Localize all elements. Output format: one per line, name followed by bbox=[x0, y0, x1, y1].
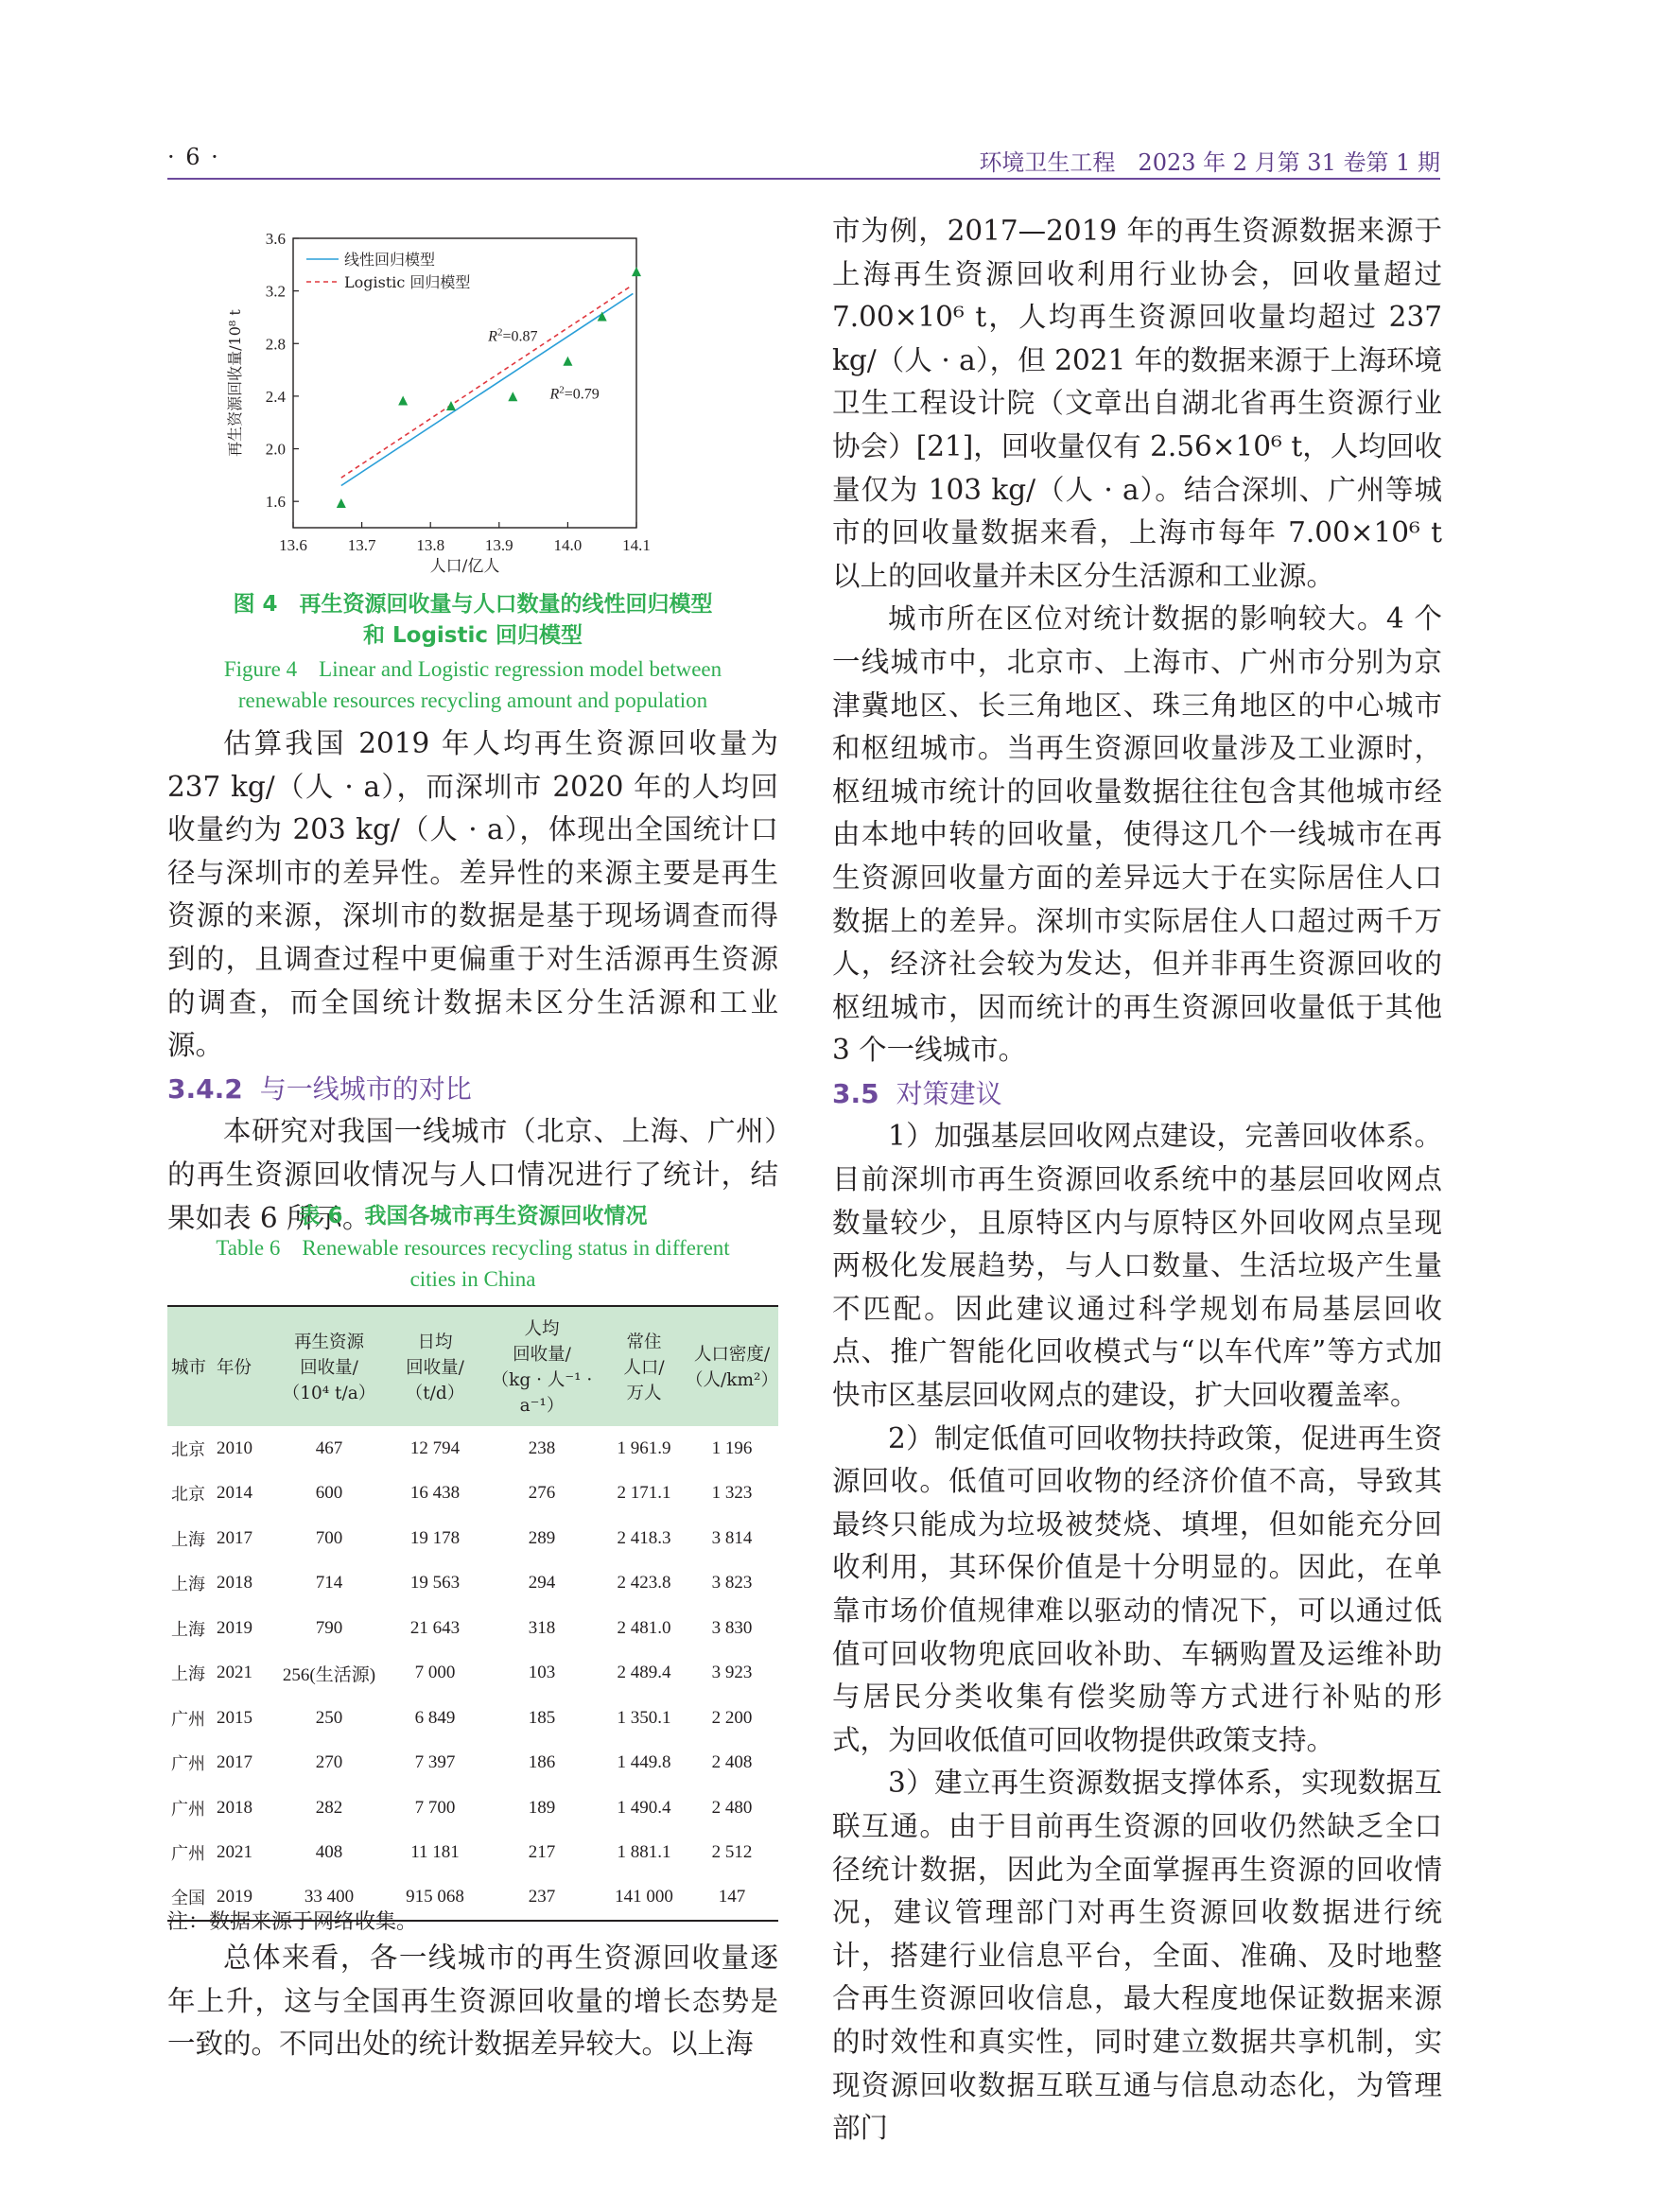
table-row bbox=[167, 1785, 778, 1831]
cell-pop: 2 423.8 bbox=[617, 1573, 671, 1594]
table-row bbox=[167, 1426, 778, 1472]
cell-year: 2019 bbox=[217, 1617, 252, 1638]
data-point bbox=[632, 267, 641, 276]
recycling-table bbox=[167, 1305, 778, 1922]
paragraph-first-tier-intro: 本研究对我国一线城市（北京、上海、广州）的再生资源回收情况与人口情况进行了统计，结果如表 6 所示。 bbox=[167, 1115, 778, 1234]
x-tick-label: 13.8 bbox=[416, 536, 445, 554]
figure-caption-en-1: Figure 4 Linear and Logistic regression model between bbox=[223, 657, 722, 681]
r-squared-annotation: $R^2=0.79$ bbox=[549, 384, 600, 403]
cell-daily: 7 000 bbox=[414, 1663, 456, 1683]
cell-recycle: 33 400 bbox=[270, 1875, 389, 1921]
cell-pop: 141 000 bbox=[602, 1875, 686, 1921]
data-point bbox=[398, 395, 408, 405]
table-caption-zh: 表 6 我国各城市再生资源回收情况 bbox=[298, 1204, 648, 1228]
table-row bbox=[167, 1516, 778, 1561]
paragraph-location: 城市所在区位对统计数据的影响较大。4 个一线城市中，北京市、上海市、广州市分别为京津冀地区、长三角地区、珠三角地区的中心城市和枢纽城市。当再生资源回收量涉及工业源时，枢纽城市统计的回收量数据往往包含其他城市经由本地中转的回收量，使得这几个一线城市在再生资源回收量方面的差异远大于在实际居住人口数据上的差异。深圳市实际居住人口超过两千万人，经济社会较为发达，但并非再生资源回收的枢纽城市，因而统计的再生资源回收量低于其他 3 个一线城市。 bbox=[832, 602, 1442, 1067]
header-pop bbox=[602, 1306, 686, 1426]
table-row bbox=[167, 1561, 778, 1607]
figure-caption-en-2: renewable resources recycling amount and population bbox=[237, 688, 708, 712]
table-note: 注：数据来源于网络收集。 bbox=[167, 1910, 418, 1934]
cell-city: 上海 bbox=[171, 1664, 205, 1685]
legend-linear-label: 线性回归模型 bbox=[344, 251, 436, 269]
cell-pop: 1 961.9 bbox=[617, 1437, 671, 1458]
cell-daily: 19 563 bbox=[409, 1573, 461, 1594]
cell-percap: 185 bbox=[528, 1707, 556, 1728]
cell-recycle: 256(生活源) bbox=[282, 1664, 376, 1685]
cell-daily: 7 700 bbox=[414, 1797, 456, 1818]
cell-year: 2017 bbox=[217, 1527, 252, 1548]
paragraph-suggestion-3: 3）建立再生资源数据支撑体系，实现数据互联互通。由于目前再生资源的回收仍然缺乏全口径统计数据，因此为全面掌握再生资源的回收情况，建议管理部门对再生资源回收数据进行统计，搭建行业信息平台，全面、准确、及时地整合再生资源回收信息，最大程度地保证数据来源的时效性和真实性，同时建立数据共享机制，实现资源回收数据互联互通与信息动态化，为管理部门 bbox=[832, 1767, 1442, 2145]
x-tick-label: 14.1 bbox=[622, 536, 651, 554]
cell-density: 1 323 bbox=[711, 1483, 753, 1504]
section-number: 3.5 bbox=[832, 1077, 879, 1109]
cell-pop: 2 418.3 bbox=[617, 1527, 671, 1548]
table-row bbox=[167, 1696, 778, 1741]
header-percap-line1: 人均 bbox=[524, 1319, 560, 1339]
cell-recycle: 250 bbox=[315, 1707, 343, 1728]
header-daily-line3: （t/d） bbox=[405, 1383, 465, 1403]
cell-density: 2 200 bbox=[711, 1707, 753, 1728]
cell-daily: 16 438 bbox=[409, 1483, 461, 1504]
cell-density: 3 823 bbox=[711, 1573, 753, 1594]
header-rule bbox=[167, 178, 1440, 180]
data-point bbox=[337, 498, 346, 508]
table-caption-en-2: cities in China bbox=[409, 1267, 536, 1291]
paragraph-suggestion-1: 1）加强基层回收网点建设，完善回收体系。目前深圳市再生资源回收系统中的基层回收网点数量较少，且原特区内与原特区外回收网点呈现两极化发展趋势，与人口数量、生活垃圾产生量不匹配。因此建议通过科学规划布局基层回收点、推广智能化回收模式与“以车代库”等方式加快市区基层回收网点的建设，扩大回收覆盖率。 bbox=[832, 1120, 1442, 1412]
left-column-text bbox=[167, 723, 778, 1240]
cell-recycle: 790 bbox=[315, 1617, 343, 1638]
y-tick-label: 2.4 bbox=[265, 387, 286, 406]
cell-percap: 289 bbox=[528, 1527, 556, 1548]
cell-pop: 2 489.4 bbox=[617, 1663, 671, 1683]
cell-city: 上海 bbox=[171, 1619, 205, 1640]
data-point bbox=[563, 357, 572, 366]
cell-city: 广州 bbox=[171, 1709, 205, 1730]
cell-percap: 237 bbox=[481, 1875, 602, 1921]
paragraph-shanghai: 市为例，2017—2019 年的再生资源数据来源于上海再生资源回收利用行业协会，回收量超过 7.00×10⁶ t，人均再生资源回收量均超过 237 kg/（人 · a），但 2021 年的数据来源于上海环境卫生工程设计院（文章出自湖北省再生资源行业协会）[21]，回收量仅有 2.56×10⁶ t，人均回收量仅为 103 kg/（人 · a）。结合深圳、广州等城市的回收量数据来看，上海市每年 7.00×10⁶ t 以上的回收量并未区分生活源和工业源。 bbox=[832, 215, 1442, 592]
cell-city: 全国 bbox=[167, 1875, 217, 1921]
cell-percap: 103 bbox=[528, 1663, 556, 1683]
cell-recycle: 700 bbox=[315, 1527, 343, 1548]
cell-daily: 19 178 bbox=[409, 1527, 461, 1548]
cell-city: 北京 bbox=[171, 1485, 205, 1506]
cell-year: 2018 bbox=[217, 1573, 252, 1594]
table-caption-en-1: Table 6 Renewable resources recycling status in different bbox=[216, 1236, 730, 1260]
cell-recycle: 270 bbox=[315, 1752, 343, 1773]
cell-pop: 1 449.8 bbox=[617, 1752, 671, 1773]
cell-recycle: 714 bbox=[315, 1573, 343, 1594]
table-row bbox=[167, 1831, 778, 1876]
cell-pop: 2 481.0 bbox=[617, 1617, 671, 1638]
header-city: 城市 bbox=[171, 1357, 207, 1378]
page-number: · 6 · bbox=[167, 144, 220, 170]
y-axis-label: 再生资源回收量/10⁸ t bbox=[226, 309, 244, 457]
regression-chart bbox=[167, 210, 773, 588]
header-density bbox=[686, 1306, 778, 1426]
cell-city: 广州 bbox=[171, 1799, 205, 1820]
cell-density: 2 512 bbox=[711, 1842, 753, 1863]
header-percap-line2: 回收量/ bbox=[513, 1345, 571, 1365]
cell-pop: 1 881.1 bbox=[617, 1842, 671, 1863]
cell-daily: 11 181 bbox=[410, 1842, 460, 1863]
r-squared-annotation: $R^2=0.87$ bbox=[488, 326, 538, 345]
journal-info: 环境卫生工程 2023 年 2 月第 31 卷第 1 期 bbox=[979, 149, 1440, 176]
cell-city: 广州 bbox=[171, 1754, 205, 1775]
cell-density: 2 480 bbox=[711, 1797, 753, 1818]
section-3-4-2-heading bbox=[167, 1068, 778, 1111]
data-point bbox=[508, 392, 517, 401]
cell-recycle: 282 bbox=[315, 1797, 343, 1818]
header-recycle-line2: 回收量/ bbox=[300, 1357, 358, 1378]
cell-percap: 217 bbox=[528, 1842, 556, 1863]
cell-pop: 2 171.1 bbox=[617, 1483, 671, 1504]
x-tick-label: 13.7 bbox=[347, 536, 376, 554]
paragraph-per-capita: 估算我国 2019 年人均再生资源回收量为 237 kg/（人 · a），而深圳市 2020 年的人均回收量约为 203 kg/（人 · a），体现出全国统计口径与深圳市的差异性。差异性的来源主要是再生资源的来源，深圳市的数据是基于现场调查而得到的，且调查过程中更偏重于对生活源再生资源的调查，而全国统计数据未区分生活源和工业源。 bbox=[167, 727, 778, 1062]
table-row bbox=[167, 1741, 778, 1786]
cell-density: 3 814 bbox=[711, 1527, 753, 1548]
cell-year: 2018 bbox=[217, 1797, 252, 1818]
paragraph-overall: 总体来看，各一线城市的再生资源回收量逐年上升，这与全国再生资源回收量的增长态势是一致的。不同出处的统计数据差异较大。以上海 bbox=[167, 1942, 778, 2061]
header-recycle-line3: （10⁴ t/a） bbox=[282, 1383, 376, 1403]
section-title: 对策建议 bbox=[896, 1077, 1002, 1109]
cell-city: 北京 bbox=[171, 1439, 205, 1460]
header-pop-line1: 常住 bbox=[626, 1332, 662, 1352]
cell-year: 2015 bbox=[217, 1707, 252, 1728]
cell-percap: 189 bbox=[528, 1797, 556, 1818]
cell-recycle: 408 bbox=[315, 1842, 343, 1863]
section-3-5-heading bbox=[832, 1072, 1442, 1116]
y-tick-label: 3.2 bbox=[265, 282, 286, 301]
cell-year: 2017 bbox=[217, 1752, 252, 1773]
x-tick-label: 14.0 bbox=[553, 536, 583, 554]
cell-percap: 238 bbox=[528, 1437, 556, 1458]
cell-year: 2021 bbox=[217, 1663, 252, 1683]
cell-density: 1 196 bbox=[711, 1437, 753, 1458]
cell-city: 上海 bbox=[171, 1575, 205, 1595]
left-column-bottom bbox=[167, 1937, 778, 2066]
cell-daily: 6 849 bbox=[414, 1707, 456, 1728]
cell-pop: 1 490.4 bbox=[617, 1797, 671, 1818]
y-tick-label: 1.6 bbox=[265, 493, 286, 512]
figure-caption-zh-2: 和 Logistic 回归模型 bbox=[362, 623, 583, 648]
plot-area bbox=[226, 230, 651, 576]
cell-daily: 21 643 bbox=[409, 1617, 461, 1638]
header-density-line2: （人/km²） bbox=[686, 1370, 778, 1390]
cell-recycle: 467 bbox=[315, 1437, 343, 1458]
right-column-text bbox=[832, 210, 1442, 2151]
cell-year: 2014 bbox=[217, 1483, 252, 1504]
header-pop-line3: 万人 bbox=[626, 1383, 662, 1403]
page-header bbox=[167, 144, 1440, 180]
header-pop-line2: 人口/ bbox=[623, 1357, 665, 1378]
cell-density: 3 830 bbox=[711, 1617, 753, 1638]
cell-recycle: 600 bbox=[315, 1483, 343, 1504]
logistic-regression-line bbox=[341, 287, 630, 478]
y-tick-label: 2.8 bbox=[265, 335, 286, 354]
header-percap-line3: （kg · 人⁻¹ · a⁻¹） bbox=[491, 1370, 593, 1416]
y-tick-label: 2.0 bbox=[265, 440, 286, 459]
cell-city: 上海 bbox=[171, 1529, 205, 1550]
header-recycle bbox=[270, 1306, 389, 1426]
figure-caption bbox=[167, 589, 778, 716]
header-daily-line2: 回收量/ bbox=[406, 1357, 464, 1378]
section-number: 3.4.2 bbox=[167, 1072, 243, 1105]
cell-year: 2019 bbox=[217, 1875, 270, 1921]
cell-density: 2 408 bbox=[711, 1752, 753, 1773]
cell-daily: 7 397 bbox=[414, 1752, 456, 1773]
table-caption bbox=[167, 1201, 778, 1295]
table-header-row bbox=[167, 1306, 778, 1426]
cell-city: 广州 bbox=[171, 1844, 205, 1865]
cell-percap: 186 bbox=[528, 1752, 556, 1773]
cell-year: 2010 bbox=[217, 1437, 252, 1458]
x-tick-label: 13.6 bbox=[279, 536, 307, 554]
table-row bbox=[167, 1472, 778, 1517]
x-axis-label: 人口/亿人 bbox=[429, 557, 500, 576]
figure-caption-zh-1: 图 4 再生资源回收量与人口数量的线性回归模型 bbox=[233, 592, 713, 617]
x-tick-label: 13.9 bbox=[484, 536, 513, 554]
header-year: 年份 bbox=[217, 1357, 252, 1378]
table-body bbox=[167, 1426, 778, 1921]
cell-year: 2021 bbox=[217, 1842, 252, 1863]
cell-daily: 12 794 bbox=[409, 1437, 461, 1458]
header-daily bbox=[389, 1306, 481, 1426]
cell-daily: 915 068 bbox=[389, 1875, 481, 1921]
cell-percap: 318 bbox=[528, 1617, 556, 1638]
cell-density: 147 bbox=[686, 1875, 778, 1921]
data-point bbox=[446, 401, 456, 410]
y-tick-label: 3.6 bbox=[265, 230, 286, 248]
table-row bbox=[167, 1606, 778, 1651]
cell-density: 3 923 bbox=[711, 1663, 753, 1683]
header-percap bbox=[481, 1306, 602, 1426]
table-row bbox=[167, 1651, 778, 1697]
header-recycle-line1: 再生资源 bbox=[293, 1332, 364, 1352]
paragraph-suggestion-2: 2）制定低值可回收物扶持政策，促进再生资源回收。低值可回收物的经济价值不高，导致其最终只能成为垃圾被焚烧、填埋，但如能充分回收利用，其环保价值是十分明显的。因此，在单靠市场价值规律难以驱动的情况下，可以通过低值可回收物兜底回收补助、车辆购置及运维补助与居民分类收集有偿奖励等方式进行补贴的形式，为回收低值可回收物提供政策支持。 bbox=[832, 1421, 1442, 1756]
header-daily-line1: 日均 bbox=[417, 1332, 453, 1352]
cell-percap: 294 bbox=[528, 1573, 556, 1594]
header-density-line1: 人口密度/ bbox=[693, 1345, 771, 1365]
cell-percap: 276 bbox=[528, 1483, 556, 1504]
section-title: 与一线城市的对比 bbox=[259, 1072, 472, 1105]
legend-logistic-label: Logistic 回归模型 bbox=[344, 273, 471, 291]
cell-pop: 1 350.1 bbox=[617, 1707, 671, 1728]
